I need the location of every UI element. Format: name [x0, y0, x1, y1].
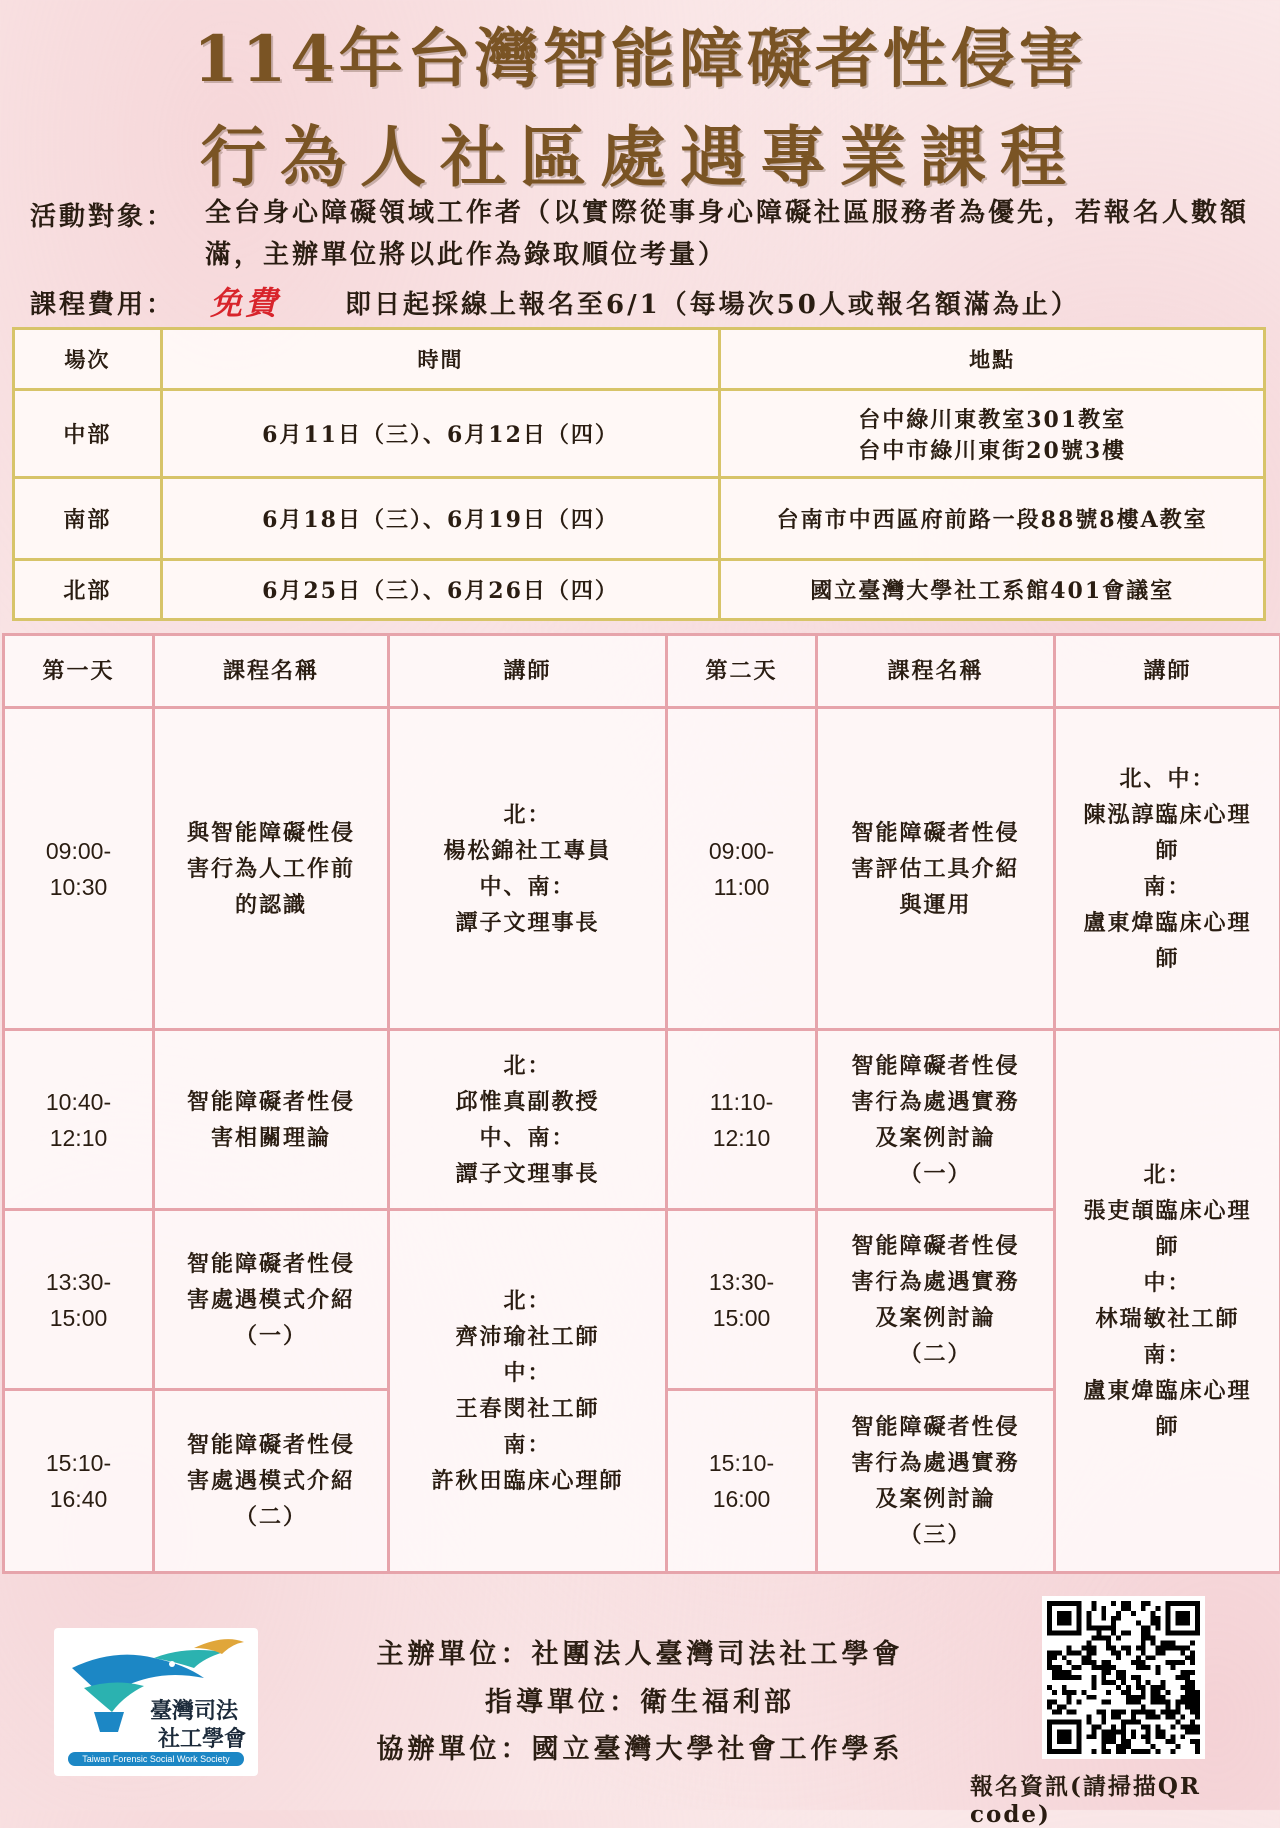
course-line: 與運用 — [824, 887, 1047, 923]
lecturer-line: 師 — [1062, 1409, 1273, 1445]
time-slot — [667, 708, 817, 1030]
lecturer-line: 南： — [396, 1427, 659, 1463]
course-fee — [0, 284, 1280, 324]
time-end: 15:00 — [674, 1300, 809, 1336]
time-slot — [667, 1030, 817, 1210]
course-line: 害處遇模式介紹 — [161, 1463, 381, 1499]
lecturer-line: 中、南： — [396, 869, 659, 905]
time-start: 09:00- — [674, 833, 809, 869]
table-row — [4, 708, 1280, 1030]
lecturer-line: 張吏頡臨床心理 — [1062, 1193, 1273, 1229]
time-start: 13:30- — [674, 1264, 809, 1300]
table-row — [14, 478, 1265, 560]
co-organizer: 協辦單位：國立臺灣大學社會工作學系 — [0, 1727, 1280, 1766]
fee-value: 免費 — [210, 278, 280, 324]
course-line: （一） — [824, 1156, 1047, 1192]
course-line: 智能障礙者性侵 — [824, 1409, 1047, 1445]
session-location: 台南市中西區府前路一段88號8樓A教室 — [720, 478, 1265, 560]
course-name — [817, 1210, 1055, 1390]
lecturer — [389, 1210, 667, 1573]
lecturer-line: 南： — [1062, 1337, 1273, 1373]
course-line: 害評估工具介紹 — [824, 851, 1047, 887]
lecturer-line: 師 — [1062, 941, 1273, 977]
course-line: 智能障礙者性侵 — [824, 1228, 1047, 1264]
session-region: 南部 — [14, 478, 162, 560]
lecturer-line: 齊沛瑜社工師 — [396, 1319, 659, 1355]
time-end: 10:30 — [11, 869, 146, 905]
lecturer-line: 師 — [1062, 833, 1273, 869]
lecturer — [1055, 708, 1280, 1030]
time-slot — [667, 1210, 817, 1390]
course-line: 及案例討論 — [824, 1481, 1047, 1517]
lecturer-line: 譚子文理事長 — [396, 905, 659, 941]
course-line: 智能障礙者性侵 — [161, 1084, 381, 1120]
course-line: 害處遇模式介紹 — [161, 1282, 381, 1318]
lecturer — [389, 1030, 667, 1210]
fee-label: 課程費用： — [30, 284, 175, 321]
course-line: 智能障礙者性侵 — [824, 1048, 1047, 1084]
course-line: （三） — [824, 1517, 1047, 1553]
course-name — [154, 1390, 389, 1573]
time-slot — [4, 1030, 154, 1210]
lecturer-line: 北： — [396, 1283, 659, 1319]
registration-period: 即日起採線上報名至6/1（每場次50人或報名額滿為止） — [345, 284, 1080, 321]
guiding-organizer: 指導單位：衛生福利部 — [0, 1680, 1280, 1719]
course-line: 智能障礙者性侵 — [824, 815, 1047, 851]
registration-qr-code[interactable] — [1042, 1596, 1205, 1759]
course-line: 智能障礙者性侵 — [161, 1246, 381, 1282]
time-start: 15:10- — [11, 1445, 146, 1481]
target-label: 活動對象： — [30, 196, 175, 233]
lecturer-line: 邱惟真副教授 — [396, 1084, 659, 1120]
header-day1: 第一天 — [4, 635, 154, 708]
session-location: 國立臺灣大學社工系館401會議室 — [720, 560, 1265, 620]
time-end: 16:00 — [674, 1481, 809, 1517]
header-day2: 第二天 — [667, 635, 817, 708]
course-name — [817, 708, 1055, 1030]
session-date: 6月11日（三）、6月12日（四） — [161, 390, 720, 478]
lecturer-line: 林瑞敏社工師 — [1062, 1301, 1273, 1337]
logo-name-line1: 臺灣司法 — [150, 1694, 238, 1725]
time-end: 15:00 — [11, 1300, 146, 1336]
location-line: 台中綠川東教室301教室 — [722, 403, 1262, 434]
header-course: 課程名稱 — [154, 635, 389, 708]
session-region: 中部 — [14, 390, 162, 478]
page-title-line1: 114年台灣智能障礙者性侵害 — [0, 8, 1280, 100]
session-table — [12, 327, 1266, 621]
lecturer-line: 中： — [396, 1355, 659, 1391]
header-location: 地點 — [720, 329, 1265, 390]
time-slot — [4, 1390, 154, 1573]
course-line: 害相關理論 — [161, 1120, 381, 1156]
course-line: 害行為人工作前 — [161, 851, 381, 887]
session-date: 6月25日（三）、6月26日（四） — [161, 560, 720, 620]
header-time: 時間 — [161, 329, 720, 390]
header-session: 場次 — [14, 329, 162, 390]
lecturer-line: 陳泓諄臨床心理 — [1062, 797, 1273, 833]
qr-pattern — [1042, 1596, 1205, 1759]
course-name — [817, 1390, 1055, 1573]
logo-name-line2: 社工學會 — [158, 1722, 246, 1753]
time-start: 15:10- — [674, 1445, 809, 1481]
location-line: 台中市綠川東街20號3樓 — [722, 434, 1262, 465]
target-text: 全台身心障礙領域工作者（以實際從事身心障礙社區服務者為優先，若報名人數額滿，主辦單位將以此作為錄取順位考量） — [205, 192, 1265, 276]
target-audience — [0, 196, 1280, 286]
course-line: 及案例討論 — [824, 1300, 1047, 1336]
course-line: （二） — [824, 1336, 1047, 1372]
header-lecturer: 講師 — [1055, 635, 1280, 708]
logo-english-name: Taiwan Forensic Social Work Society — [68, 1752, 244, 1766]
course-name — [154, 1030, 389, 1210]
time-slot — [667, 1390, 817, 1573]
lecturer-line: 王春閔社工師 — [396, 1391, 659, 1427]
header-lecturer: 講師 — [389, 635, 667, 708]
schedule-table — [2, 633, 1280, 1574]
course-line: 智能障礙者性侵 — [161, 1427, 381, 1463]
lecturer-line: 中： — [1062, 1265, 1273, 1301]
lecturer-line: 譚子文理事長 — [396, 1156, 659, 1192]
time-end: 12:10 — [11, 1120, 146, 1156]
session-date: 6月18日（三）、6月19日（四） — [161, 478, 720, 560]
session-location — [720, 390, 1265, 478]
page-title-line2: 行為人社區處遇專業課程 — [0, 104, 1280, 199]
lecturer-line: 盧東煒臨床心理 — [1062, 905, 1273, 941]
lecturer — [1055, 1030, 1280, 1573]
course-line: 的認識 — [161, 887, 381, 923]
host-organizer: 主辦單位：社團法人臺灣司法社工學會 — [0, 1632, 1280, 1671]
course-line: 害行為處遇實務 — [824, 1445, 1047, 1481]
course-line: 害行為處遇實務 — [824, 1264, 1047, 1300]
lecturer-line: 盧東煒臨床心理 — [1062, 1373, 1273, 1409]
time-end: 12:10 — [674, 1120, 809, 1156]
lecturer-line: 北： — [396, 797, 659, 833]
session-region: 北部 — [14, 560, 162, 620]
lecturer-line: 南： — [1062, 869, 1273, 905]
course-line: （二） — [161, 1499, 381, 1535]
lecturer — [389, 708, 667, 1030]
time-slot — [4, 708, 154, 1030]
course-name — [817, 1030, 1055, 1210]
table-row — [14, 560, 1265, 620]
session-table-header — [14, 329, 1265, 390]
lecturer-line: 許秋田臨床心理師 — [396, 1463, 659, 1499]
registration-note: 報名資訊(請掃描QR code) — [970, 1768, 1280, 1828]
lecturer-line: 師 — [1062, 1229, 1273, 1265]
time-end: 11:00 — [674, 869, 809, 905]
time-start: 10:40- — [11, 1084, 146, 1120]
course-line: 害行為處遇實務 — [824, 1084, 1047, 1120]
course-line: （一） — [161, 1318, 381, 1354]
table-row — [4, 1030, 1280, 1210]
lecturer-line: 北、中： — [1062, 761, 1273, 797]
course-line: 及案例討論 — [824, 1120, 1047, 1156]
lecturer-line: 北： — [396, 1048, 659, 1084]
time-start: 13:30- — [11, 1264, 146, 1300]
lecturer-line: 楊松錦社工專員 — [396, 833, 659, 869]
header-course: 課程名稱 — [817, 635, 1055, 708]
time-start: 09:00- — [11, 833, 146, 869]
time-slot — [4, 1210, 154, 1390]
course-name — [154, 1210, 389, 1390]
lecturer-line: 中、南： — [396, 1120, 659, 1156]
time-start: 11:10- — [674, 1084, 809, 1120]
schedule-table-header — [4, 635, 1280, 708]
lecturer-line: 北： — [1062, 1157, 1273, 1193]
course-name — [154, 708, 389, 1030]
time-end: 16:40 — [11, 1481, 146, 1517]
table-row — [14, 390, 1265, 478]
course-line: 與智能障礙性侵 — [161, 815, 381, 851]
